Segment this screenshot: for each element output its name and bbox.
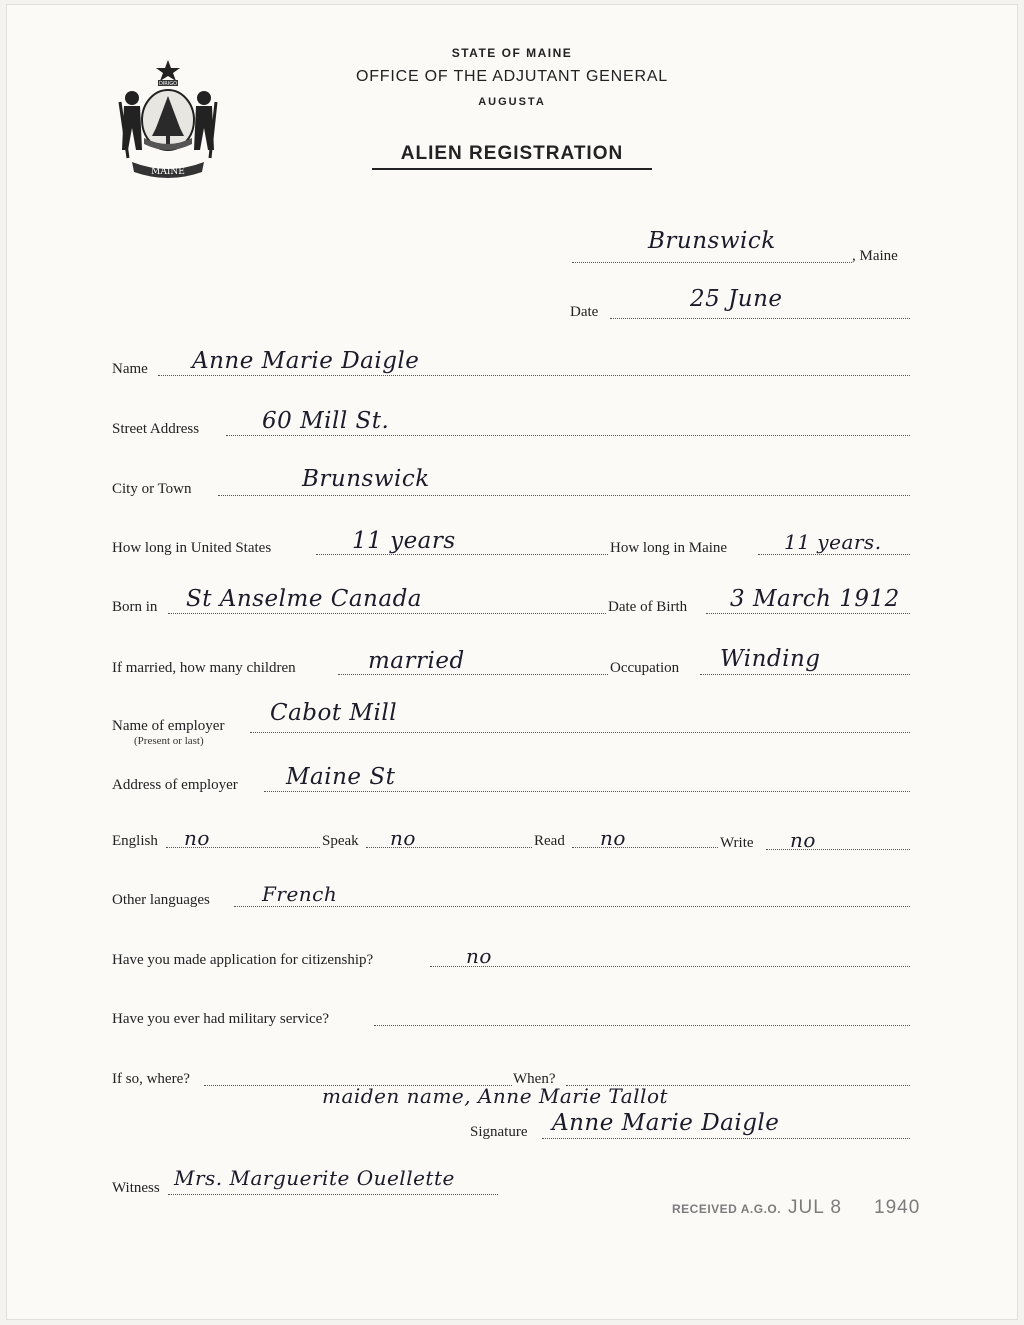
state-seal-icon bbox=[112, 58, 224, 184]
town-line bbox=[572, 262, 852, 263]
children-value: married bbox=[368, 648, 465, 674]
write-line bbox=[766, 849, 910, 850]
children-line bbox=[338, 674, 608, 675]
english-label: English bbox=[112, 833, 158, 849]
name-line bbox=[158, 375, 910, 376]
english-value: no bbox=[184, 826, 210, 850]
other-languages-line bbox=[234, 906, 910, 907]
children-label: If married, how many children bbox=[112, 660, 296, 676]
employer-value: Cabot Mill bbox=[270, 700, 398, 726]
street-label: Street Address bbox=[112, 421, 200, 437]
born-line bbox=[168, 613, 606, 614]
us-value: 11 years bbox=[352, 528, 456, 554]
write-label: Write bbox=[720, 835, 754, 851]
write-value: no bbox=[790, 828, 816, 852]
read-line bbox=[572, 847, 718, 848]
us-label: How long in United States bbox=[112, 540, 272, 556]
city-line bbox=[218, 495, 910, 496]
occupation-line bbox=[700, 674, 910, 675]
received-stamp-year: 1940 bbox=[874, 1197, 921, 1218]
dob-line bbox=[706, 613, 910, 614]
other-languages-value: French bbox=[262, 882, 338, 906]
form-title: ALIEN REGISTRATION bbox=[400, 143, 624, 164]
street-line bbox=[226, 435, 910, 436]
seal-banner: MAINE bbox=[151, 167, 185, 177]
received-stamp-date: JUL 8 bbox=[788, 1197, 842, 1218]
name-value: Anne Marie Daigle bbox=[192, 348, 420, 374]
signature-value: Anne Marie Daigle bbox=[552, 1110, 780, 1136]
header-city: AUGUSTA bbox=[478, 96, 546, 108]
witness-value: Mrs. Marguerite Ouellette bbox=[174, 1166, 455, 1190]
employer-address-line bbox=[264, 791, 910, 792]
occupation-label: Occupation bbox=[610, 660, 680, 676]
citizenship-label: Have you made application for citizenship? bbox=[112, 952, 374, 968]
speak-value: no bbox=[390, 826, 416, 850]
date-line bbox=[610, 318, 910, 319]
when-label: When? bbox=[513, 1071, 556, 1087]
occupation-value: Winding bbox=[720, 646, 821, 672]
street-value: 60 Mill St. bbox=[262, 408, 390, 434]
born-value: St Anselme Canada bbox=[186, 586, 423, 612]
date-value: 25 June bbox=[690, 286, 783, 312]
city-value: Brunswick bbox=[302, 466, 430, 492]
town-suffix: , Maine bbox=[852, 248, 898, 264]
other-languages-label: Other languages bbox=[112, 892, 210, 908]
signature-label: Signature bbox=[470, 1124, 528, 1140]
witness-label: Witness bbox=[112, 1180, 160, 1196]
received-stamp-label: RECEIVED A.G.O. bbox=[672, 1202, 782, 1216]
citizenship-value: no bbox=[466, 944, 492, 968]
dob-value: 3 March 1912 bbox=[730, 586, 900, 612]
town-value: Brunswick bbox=[648, 228, 776, 254]
city-label: City or Town bbox=[112, 481, 192, 497]
speak-label: Speak bbox=[322, 833, 359, 849]
header-office: OFFICE OF THE ADJUTANT GENERAL bbox=[355, 68, 669, 85]
employer-line bbox=[250, 732, 910, 733]
header-state: STATE OF MAINE bbox=[451, 46, 573, 60]
military-label: Have you ever had military service? bbox=[112, 1011, 329, 1027]
signature-line bbox=[542, 1138, 910, 1139]
title-underline bbox=[372, 168, 652, 170]
maine-label: How long in Maine bbox=[610, 540, 728, 556]
employer-sub-label: (Present or last) bbox=[134, 735, 204, 747]
dob-label: Date of Birth bbox=[608, 599, 688, 615]
employer-label: Name of employer bbox=[112, 718, 225, 734]
citizenship-line bbox=[430, 966, 910, 967]
read-value: no bbox=[600, 826, 626, 850]
seal-motto: DIRIGO bbox=[158, 81, 178, 87]
read-label: Read bbox=[534, 833, 565, 849]
witness-line bbox=[168, 1194, 498, 1195]
name-label: Name bbox=[112, 361, 148, 377]
maine-line bbox=[758, 554, 910, 555]
us-line bbox=[316, 554, 608, 555]
maine-value: 11 years. bbox=[784, 530, 882, 554]
employer-address-label: Address of employer bbox=[112, 777, 238, 793]
born-label: Born in bbox=[112, 599, 158, 615]
date-label: Date bbox=[570, 304, 599, 320]
where-label: If so, where? bbox=[112, 1071, 190, 1087]
employer-address-value: Maine St bbox=[286, 764, 396, 790]
maiden-name-note: maiden name, Anne Marie Tallot bbox=[322, 1084, 669, 1108]
military-line bbox=[374, 1025, 910, 1026]
